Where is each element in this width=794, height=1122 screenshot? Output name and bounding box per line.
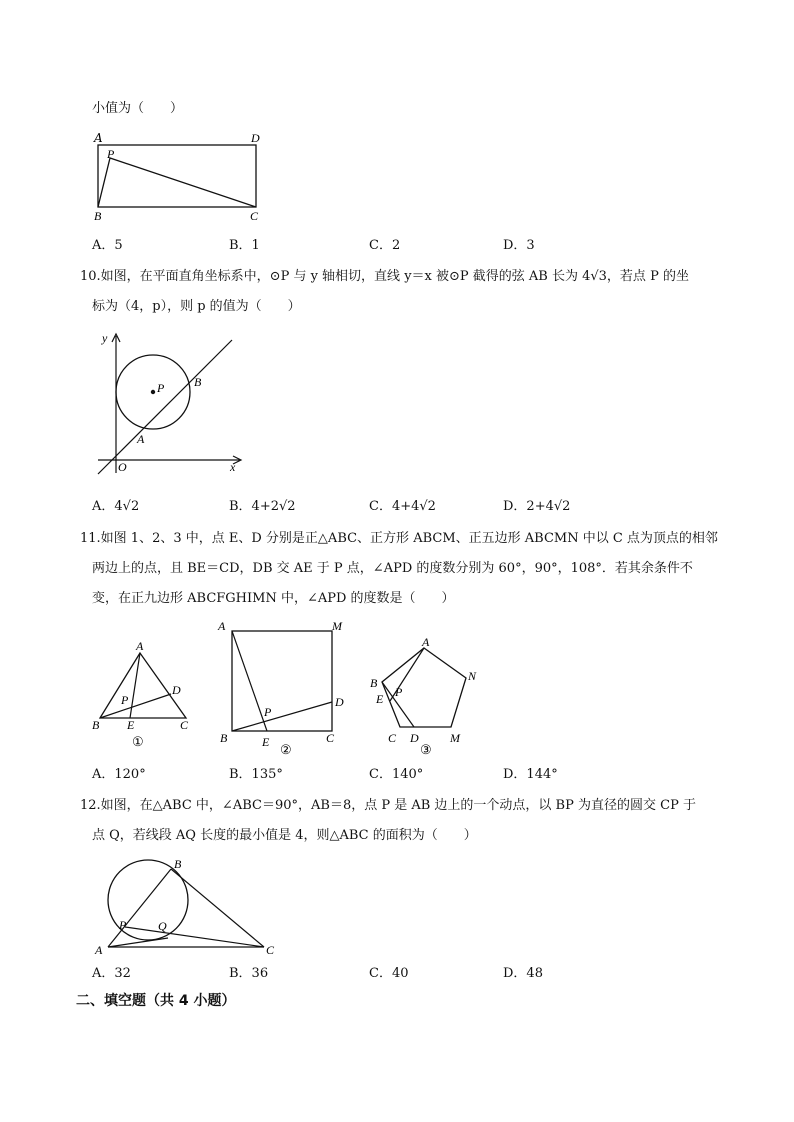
fig2-label-M: M [332, 619, 342, 633]
q12-question-line2: 点 Q，若线段 AQ 长度的最小值是 4，则△ABC 的面积为（ ） [92, 828, 477, 843]
q11-figure-pentagon [364, 634, 488, 758]
q9-label-D: D [251, 131, 260, 145]
fig2-label-P: P [264, 705, 272, 719]
q11-option-c: C．140° [369, 767, 424, 782]
fig3-label-A: A [422, 635, 430, 649]
fig2-label-C: C [326, 731, 335, 745]
fig3-label-E: E [376, 692, 384, 706]
fig1-number: ① [132, 734, 144, 749]
fig3-label-N: N [468, 669, 477, 683]
fig3-label-C: C [388, 731, 397, 745]
q9-option-c: C．2 [369, 238, 401, 253]
q10-option-d: D．2+4√2 [503, 499, 571, 514]
fig3-label-P: P [395, 685, 403, 699]
fig1-label-B: B [92, 718, 100, 732]
q11-question-line2: 两边上的点，且 BE＝CD，DB 交 AE 于 P 点，∠APD 的度数分别为 60°，90°，108°．若其余条件不 [92, 561, 693, 576]
q9-option-a: A．5 [92, 238, 123, 253]
q9-label-A: A [94, 131, 103, 145]
q12-label-B: B [174, 857, 182, 871]
q12-option-d: D．48 [503, 966, 543, 981]
q12-label-Q: Q [158, 919, 167, 933]
q10-label-P: P [157, 381, 165, 395]
q12-triangle-circle-figure [88, 854, 288, 960]
q11-question-line3: 变，在正九边形 ABCFGHIMN 中，∠APD 的度数是（ ） [92, 591, 455, 606]
fig2-label-E: E [262, 735, 270, 749]
q11-figure-square [214, 618, 354, 758]
fig2-number: ② [280, 742, 292, 757]
section-heading-fill-in: 二、填空题（共 4 小题） [76, 993, 236, 1009]
q12-option-b: B．36 [229, 966, 269, 981]
q9-label-C: C [250, 209, 259, 223]
q11-figure-triangle [88, 636, 196, 752]
q10-question-line1: 10.如图，在平面直角坐标系中，⊙P 与 y 轴相切，直线 y＝x 被⊙P 截得的弦 AB 长为 4√3，若点 P 的坐 [80, 269, 689, 284]
fig2-label-A: A [218, 619, 226, 633]
fig1-label-E: E [127, 718, 135, 732]
fig1-label-D: D [172, 683, 181, 697]
q10-label-O: O [118, 460, 127, 474]
q9-option-d: D．3 [503, 238, 535, 253]
q10-label-A: A [137, 432, 145, 446]
q10-option-a: A．4√2 [92, 499, 140, 514]
q9-option-b: B．1 [229, 238, 260, 253]
q12-option-a: A．32 [92, 966, 131, 981]
q11-option-d: D．144° [503, 767, 558, 782]
fig3-number: ③ [420, 742, 432, 757]
q10-label-y: y [102, 331, 108, 345]
fig2-label-B: B [220, 731, 228, 745]
q10-question-line2: 标为（4，p），则 p 的值为（ ） [92, 299, 301, 314]
q9-rectangle-figure [88, 128, 268, 224]
fig3-label-D: D [410, 731, 419, 745]
q10-label-x: x [230, 460, 236, 474]
fig1-label-C: C [180, 718, 189, 732]
q11-question-line1: 11.如图 1、2、3 中，点 E、D 分别是正△ABC、正方形 ABCM、正五边形 ABCMN 中以 C 点为顶点的相邻 [80, 531, 718, 546]
q12-option-c: C．40 [369, 966, 409, 981]
q12-label-P: P [119, 918, 127, 932]
q11-option-a: A．120° [92, 767, 146, 782]
fig1-label-A: A [136, 639, 144, 653]
fig2-label-D: D [335, 695, 344, 709]
q11-option-b: B．135° [229, 767, 283, 782]
fig1-label-P: P [121, 693, 129, 707]
q10-coordinate-figure [90, 328, 250, 476]
q9-question-tail: 小值为（ ） [92, 101, 184, 116]
fig3-label-M: M [450, 731, 460, 745]
q9-label-B: B [94, 209, 102, 223]
fig3-label-B: B [370, 676, 378, 690]
q10-option-c: C．4+4√2 [369, 499, 436, 514]
q9-label-P: P [107, 147, 115, 161]
q12-label-C: C [266, 943, 275, 957]
q10-option-b: B．4+2√2 [229, 499, 296, 514]
q12-question-line1: 12.如图，在△ABC 中，∠ABC＝90°，AB＝8，点 P 是 AB 边上的一个动点，以 BP 为直径的圆交 CP 于 [80, 798, 696, 813]
q10-label-B: B [194, 375, 202, 389]
q12-label-A: A [95, 943, 103, 957]
